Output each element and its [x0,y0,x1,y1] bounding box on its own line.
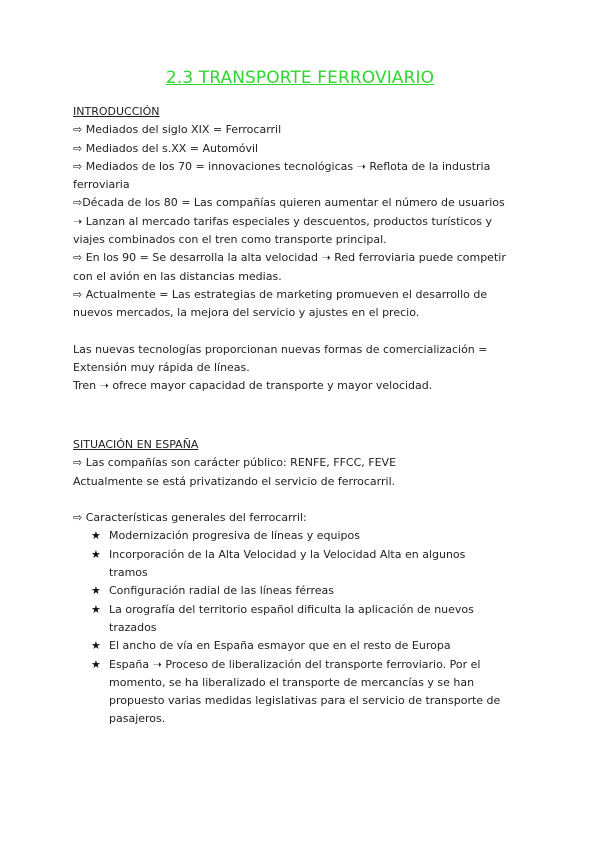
intro-heading: INTRODUCCIÓN [73,105,160,118]
intro-line: ⇨ En los 90 = Se desarrolla la alta velocidad ➝ Red ferroviaria puede competir [73,251,506,265]
star-bullet-icon: ★ [91,584,101,598]
spain-heading: SITUACIÓN EN ESPAÑA [73,438,199,451]
list-item-text: momento, se ha liberalizado el transporte de mercancías y se han [109,675,475,689]
intro-line: ➝ Lanzan al mercado tarifas especiales y descuentos, productos turísticos y [73,214,492,228]
intro-line: ⇨ Mediados de los 70 = innovaciones tecnológicas ➝ Reflota de la industria [73,159,491,173]
intro-section [73,103,533,396]
spain-line: ⇨ Las compañías son carácter público: RENFE, FFCC, FEVE [73,456,397,470]
star-bullet-icon: ★ [91,657,101,671]
list-item-text: tramos [109,566,148,580]
intro-line: ⇨ Mediados del siglo XIX = Ferrocarril [73,123,282,137]
star-bullet-icon: ★ [91,602,101,616]
intro-line: viajes combinados con el tren como transporte principal. [73,233,387,247]
intro-paragraph-line: Las nuevas tecnologías proporcionan nuevas formas de comercialización = [73,342,488,356]
list-item [73,601,533,638]
spacer [73,323,533,341]
list-item [73,582,533,600]
intro-line: nuevos mercados, la mejora del servicio y ajustes en el precio. [73,306,420,320]
list-item-text: pasajeros. [109,712,166,726]
list-item [73,527,533,545]
list-item-text: La orografía del territorio español dificulta la aplicación de nuevos [109,602,474,616]
list-item-text: Configuración radial de las líneas férreas [109,584,335,598]
intro-line: ⇨ Mediados del s.XX = Automóvil [73,141,259,155]
intro-paragraph-line: Extensión muy rápida de líneas. [73,361,250,375]
star-bullet-icon: ★ [91,529,101,543]
spain-line: Actualmente se está privatizando el servicio de ferrocarril. [73,474,396,488]
intro-line: ferroviaria [73,178,130,192]
list-item [73,546,533,583]
spain-section [73,436,533,729]
list-item-text: Incorporación de la Alta Velocidad y la Velocidad Alta en algunos [109,547,466,561]
page-title: 2.3 TRANSPORTE FERROVIARIO [165,68,435,88]
list-item [73,637,533,655]
spacer [73,491,533,509]
intro-line: con el avión en las distancias medias. [73,269,282,283]
star-bullet-icon: ★ [91,547,101,561]
intro-line: ⇨ Actualmente = Las estrategias de marketing promueven el desarrollo de [73,287,488,301]
list-item-text: Modernización progresiva de líneas y equipos [109,529,360,543]
list-item [73,656,533,729]
characteristics-list [73,527,533,728]
list-item-text: España ➝ Proceso de liberalización del transporte ferroviario. Por el [109,657,481,671]
list-item-text: trazados [109,620,157,634]
intro-paragraph-line: Tren ➝ ofrece mayor capacidad de transporte y mayor velocidad. [73,379,433,393]
list-item-text: El ancho de vía en España esmayor que en el resto de Europa [109,639,451,653]
intro-line: ⇨Década de los 80 = Las compañías quieren aumentar el número de usuarios [73,196,505,210]
characteristics-intro: ⇨ Características generales del ferrocarril: [73,511,307,525]
star-bullet-icon: ★ [91,639,101,653]
list-item-text: propuesto varias medidas legislativas para el servicio de transporte de [109,694,501,708]
